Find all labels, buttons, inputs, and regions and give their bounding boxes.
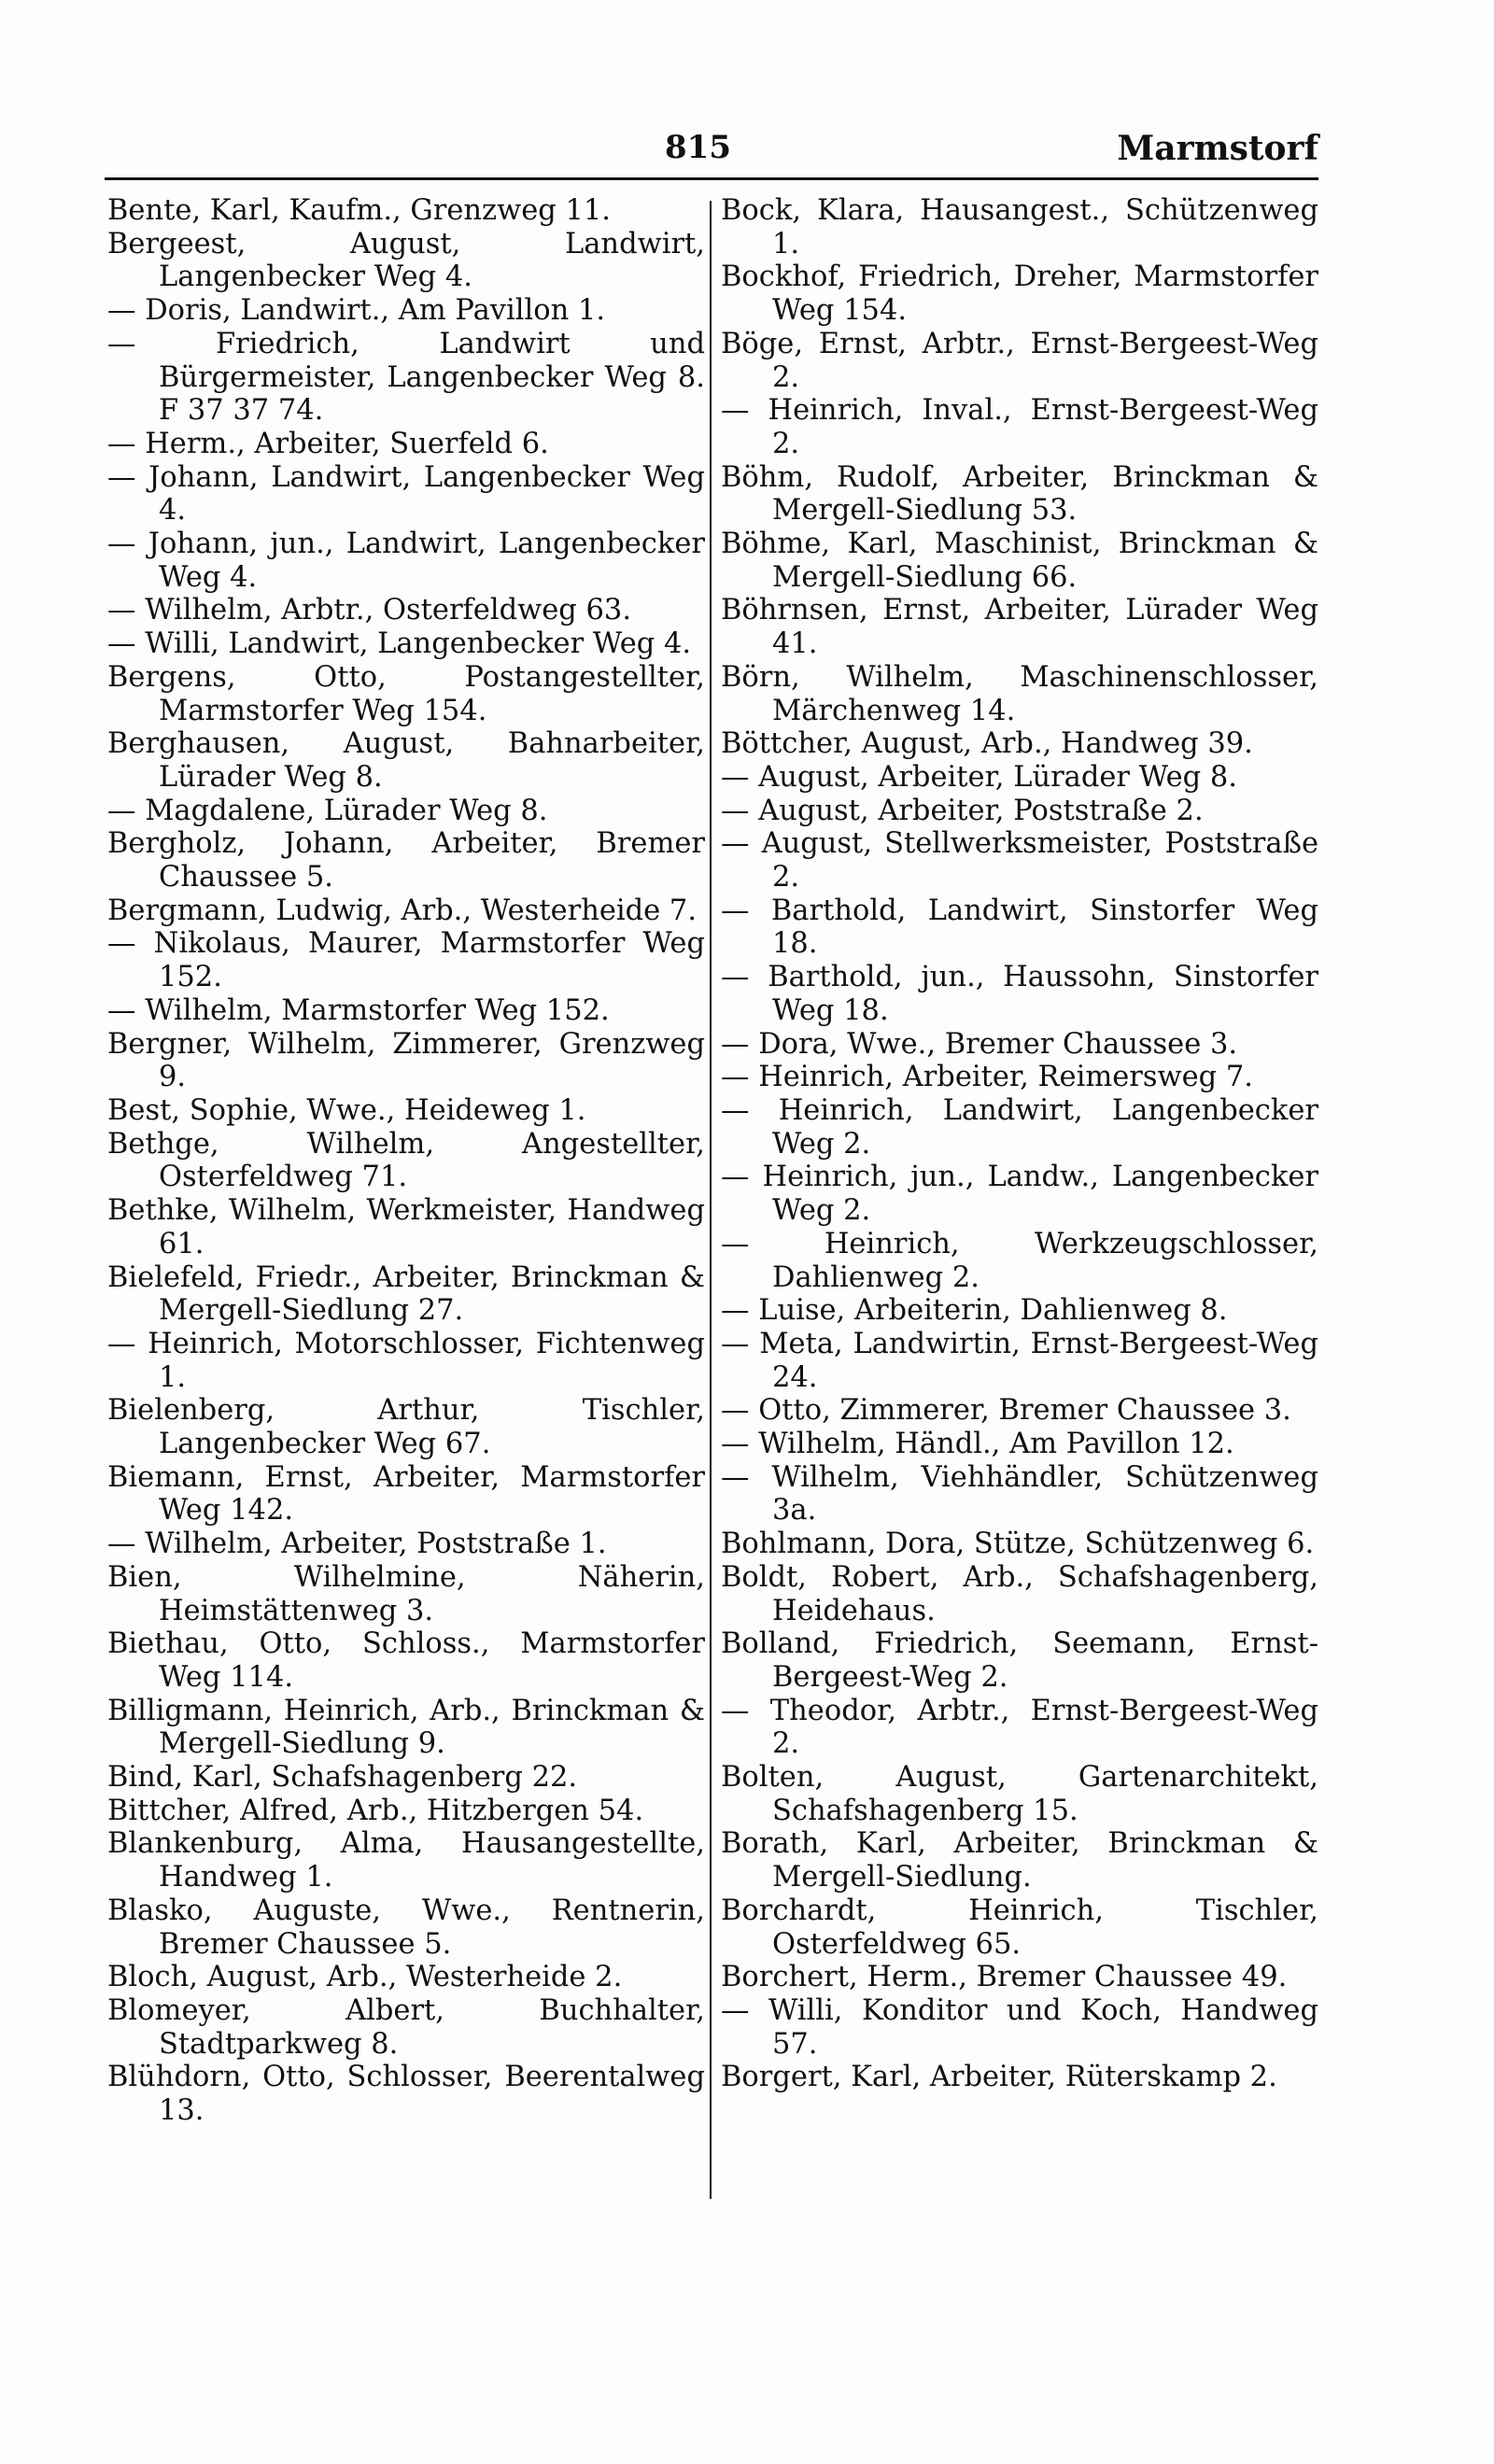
directory-entry: — Luise, Arbeiterin, Dahlienweg 8.	[721, 1294, 1228, 1328]
directory-entry: Böttcher, August, Arb., Handweg 39.	[721, 727, 1253, 761]
directory-entry: Börn, Wilhelm, Maschinenschlosser, Märchenweg 14.	[721, 660, 1318, 727]
left-column	[107, 194, 705, 2128]
directory-entry: Bergeest, August, Landwirt, Langenbecker Weg 4.	[107, 227, 705, 294]
directory-entry: — Heinrich, jun., Landw., Langenbecker Weg 2.	[721, 1161, 1318, 1228]
directory-entry: — Willi, Landwirt, Langenbecker Weg 4.	[107, 627, 692, 661]
header-rule	[105, 177, 1318, 180]
directory-entry: Böhm, Rudolf, Arbeiter, Brinckman & Mergell-Siedlung 53.	[721, 460, 1318, 528]
right-column	[721, 194, 1318, 2094]
directory-entry: Bethge, Wilhelm, Angestellter, Osterfeldweg 71.	[107, 1127, 705, 1194]
directory-entry: Bolland, Friedrich, Seemann, Ernst-Bergeest-Weg 2.	[721, 1627, 1318, 1694]
directory-entry: Bien, Wilhelmine, Näherin, Heimstättenweg 3.	[107, 1560, 705, 1627]
directory-entry: Bergens, Otto, Postangestellter, Marmstorfer Weg 154.	[107, 660, 705, 727]
directory-entry: Borchardt, Heinrich, Tischler, Osterfeldweg 65.	[721, 1894, 1318, 1961]
directory-entry: Böhme, Karl, Maschinist, Brinckman & Mergell-Siedlung 66.	[721, 528, 1318, 594]
column-divider	[710, 201, 712, 2199]
directory-entry: Bente, Karl, Kaufm., Grenzweg 11.	[107, 194, 611, 227]
directory-entry: — August, Arbeiter, Lürader Weg 8.	[721, 760, 1237, 794]
directory-entry: Bielenberg, Arthur, Tischler, Langenbecker Weg 67.	[107, 1394, 705, 1461]
directory-entry: Bergmann, Ludwig, Arb., Westerheide 7.	[107, 894, 698, 927]
directory-entry: — Dora, Wwe., Bremer Chaussee 3.	[721, 1027, 1238, 1061]
directory-entry: Borchert, Herm., Bremer Chaussee 49.	[721, 1961, 1288, 1994]
directory-entry: — Herm., Arbeiter, Suerfeld 6.	[107, 427, 549, 460]
directory-entry: — Wilhelm, Händl., Am Pavillon 12.	[721, 1428, 1234, 1461]
directory-entry: — Magdalene, Lürader Weg 8.	[107, 794, 548, 827]
directory-entry: Bethke, Wilhelm, Werkmeister, Handweg 61.	[107, 1194, 705, 1260]
directory-entry: — Doris, Landwirt., Am Pavillon 1.	[107, 294, 606, 328]
directory-entry: Biemann, Ernst, Arbeiter, Marmstorfer Weg 142.	[107, 1460, 705, 1528]
directory-entry: — Heinrich, Inval., Ernst-Bergeest-Weg 2.	[721, 394, 1318, 460]
directory-entry: Bockhof, Friedrich, Dreher, Marmstorfer Weg 154.	[721, 260, 1318, 328]
directory-entry: Biethau, Otto, Schloss., Marmstorfer Weg 114.	[107, 1627, 705, 1694]
directory-entry: — August, Arbeiter, Poststraße 2.	[721, 794, 1204, 827]
directory-entry: — Johann, jun., Landwirt, Langenbecker Weg 4.	[107, 528, 705, 594]
directory-entry: Boldt, Robert, Arb., Schafshagenberg, Heidehaus.	[721, 1560, 1318, 1627]
directory-entry: Bohlmann, Dora, Stütze, Schützenweg 6.	[721, 1528, 1315, 1561]
directory-entry: Berghausen, August, Bahnarbeiter, Lürader Weg 8.	[107, 727, 705, 794]
directory-entry: — Wilhelm, Viehhändler, Schützenweg 3a.	[721, 1460, 1318, 1528]
directory-entry: Bielefeld, Friedr., Arbeiter, Brinckman & Mergell-Siedlung 27.	[107, 1260, 705, 1328]
directory-entry: — Heinrich, Werkzeugschlosser, Dahlienweg 2.	[721, 1227, 1318, 1294]
directory-entry: — August, Stellwerksmeister, Poststraße 2.	[721, 827, 1318, 894]
directory-entry: — Heinrich, Arbeiter, Reimersweg 7.	[721, 1061, 1253, 1094]
directory-entry: Bittcher, Alfred, Arb., Hitzbergen 54.	[107, 1794, 644, 1827]
directory-entry: — Wilhelm, Arbtr., Osterfeldweg 63.	[107, 594, 632, 627]
directory-entry: Borgert, Karl, Arbeiter, Rüterskamp 2.	[721, 2061, 1277, 2094]
directory-entry: — Barthold, jun., Haussohn, Sinstorfer Weg 18.	[721, 961, 1318, 1027]
directory-entry: — Heinrich, Motorschlosser, Fichtenweg 1.	[107, 1327, 705, 1394]
directory-entry: — Theodor, Arbtr., Ernst-Bergeest-Weg 2.	[721, 1694, 1318, 1761]
directory-entry: — Heinrich, Landwirt, Langenbecker Weg 2.	[721, 1093, 1318, 1161]
directory-entry: Bergholz, Johann, Arbeiter, Bremer Chaussee 5.	[107, 827, 705, 894]
directory-entry: Bind, Karl, Schafshagenberg 22.	[107, 1761, 578, 1795]
directory-entry: Bloch, August, Arb., Westerheide 2.	[107, 1961, 623, 1994]
page-number: 815	[665, 129, 731, 166]
page-header	[105, 129, 1318, 185]
directory-entry: — Meta, Landwirtin, Ernst-Bergeest-Weg 24.	[721, 1327, 1318, 1394]
directory-entry: Bergner, Wilhelm, Zimmerer, Grenzweg 9.	[107, 1027, 705, 1094]
directory-entry: Böhrnsen, Ernst, Arbeiter, Lürader Weg 41.	[721, 594, 1318, 661]
directory-entry: Billigmann, Heinrich, Arb., Brinckman & Mergell-Siedlung 9.	[107, 1694, 705, 1761]
directory-entry: — Johann, Landwirt, Langenbecker Weg 4.	[107, 460, 705, 528]
directory-entry: — Friedrich, Landwirt und Bürgermeister, Langenbecker Weg 8. F 37 37 74.	[107, 327, 705, 428]
directory-entry: Blasko, Auguste, Wwe., Rentnerin, Bremer Chaussee 5.	[107, 1894, 705, 1961]
directory-entry: Best, Sophie, Wwe., Heideweg 1.	[107, 1093, 586, 1127]
directory-entry: Blomeyer, Albert, Buchhalter, Stadtparkweg 8.	[107, 1993, 705, 2061]
directory-entry: — Otto, Zimmerer, Bremer Chaussee 3.	[721, 1394, 1291, 1428]
directory-entry: — Wilhelm, Marmstorfer Weg 152.	[107, 993, 610, 1027]
directory-entry: — Wilhelm, Arbeiter, Poststraße 1.	[107, 1528, 607, 1561]
directory-entry: Borath, Karl, Arbeiter, Brinckman & Mergell-Siedlung.	[721, 1827, 1318, 1894]
directory-entry: Bock, Klara, Hausangest., Schützenweg 1.	[721, 194, 1318, 260]
directory-entry: — Barthold, Landwirt, Sinstorfer Weg 18.	[721, 894, 1318, 961]
directory-entry: Bolten, August, Gartenarchitekt, Schafshagenberg 15.	[721, 1761, 1318, 1827]
running-head: Marmstorf	[1117, 129, 1318, 168]
directory-entry: — Nikolaus, Maurer, Marmstorfer Weg 152.	[107, 927, 705, 994]
directory-entry: Blühdorn, Otto, Schlosser, Beerentalweg 13.	[107, 2061, 705, 2128]
directory-entry: — Willi, Konditor und Koch, Handweg 57.	[721, 1993, 1318, 2061]
directory-entry: Blankenburg, Alma, Hausangestellte, Handweg 1.	[107, 1827, 705, 1894]
directory-entry: Böge, Ernst, Arbtr., Ernst-Bergeest-Weg 2.	[721, 327, 1318, 394]
